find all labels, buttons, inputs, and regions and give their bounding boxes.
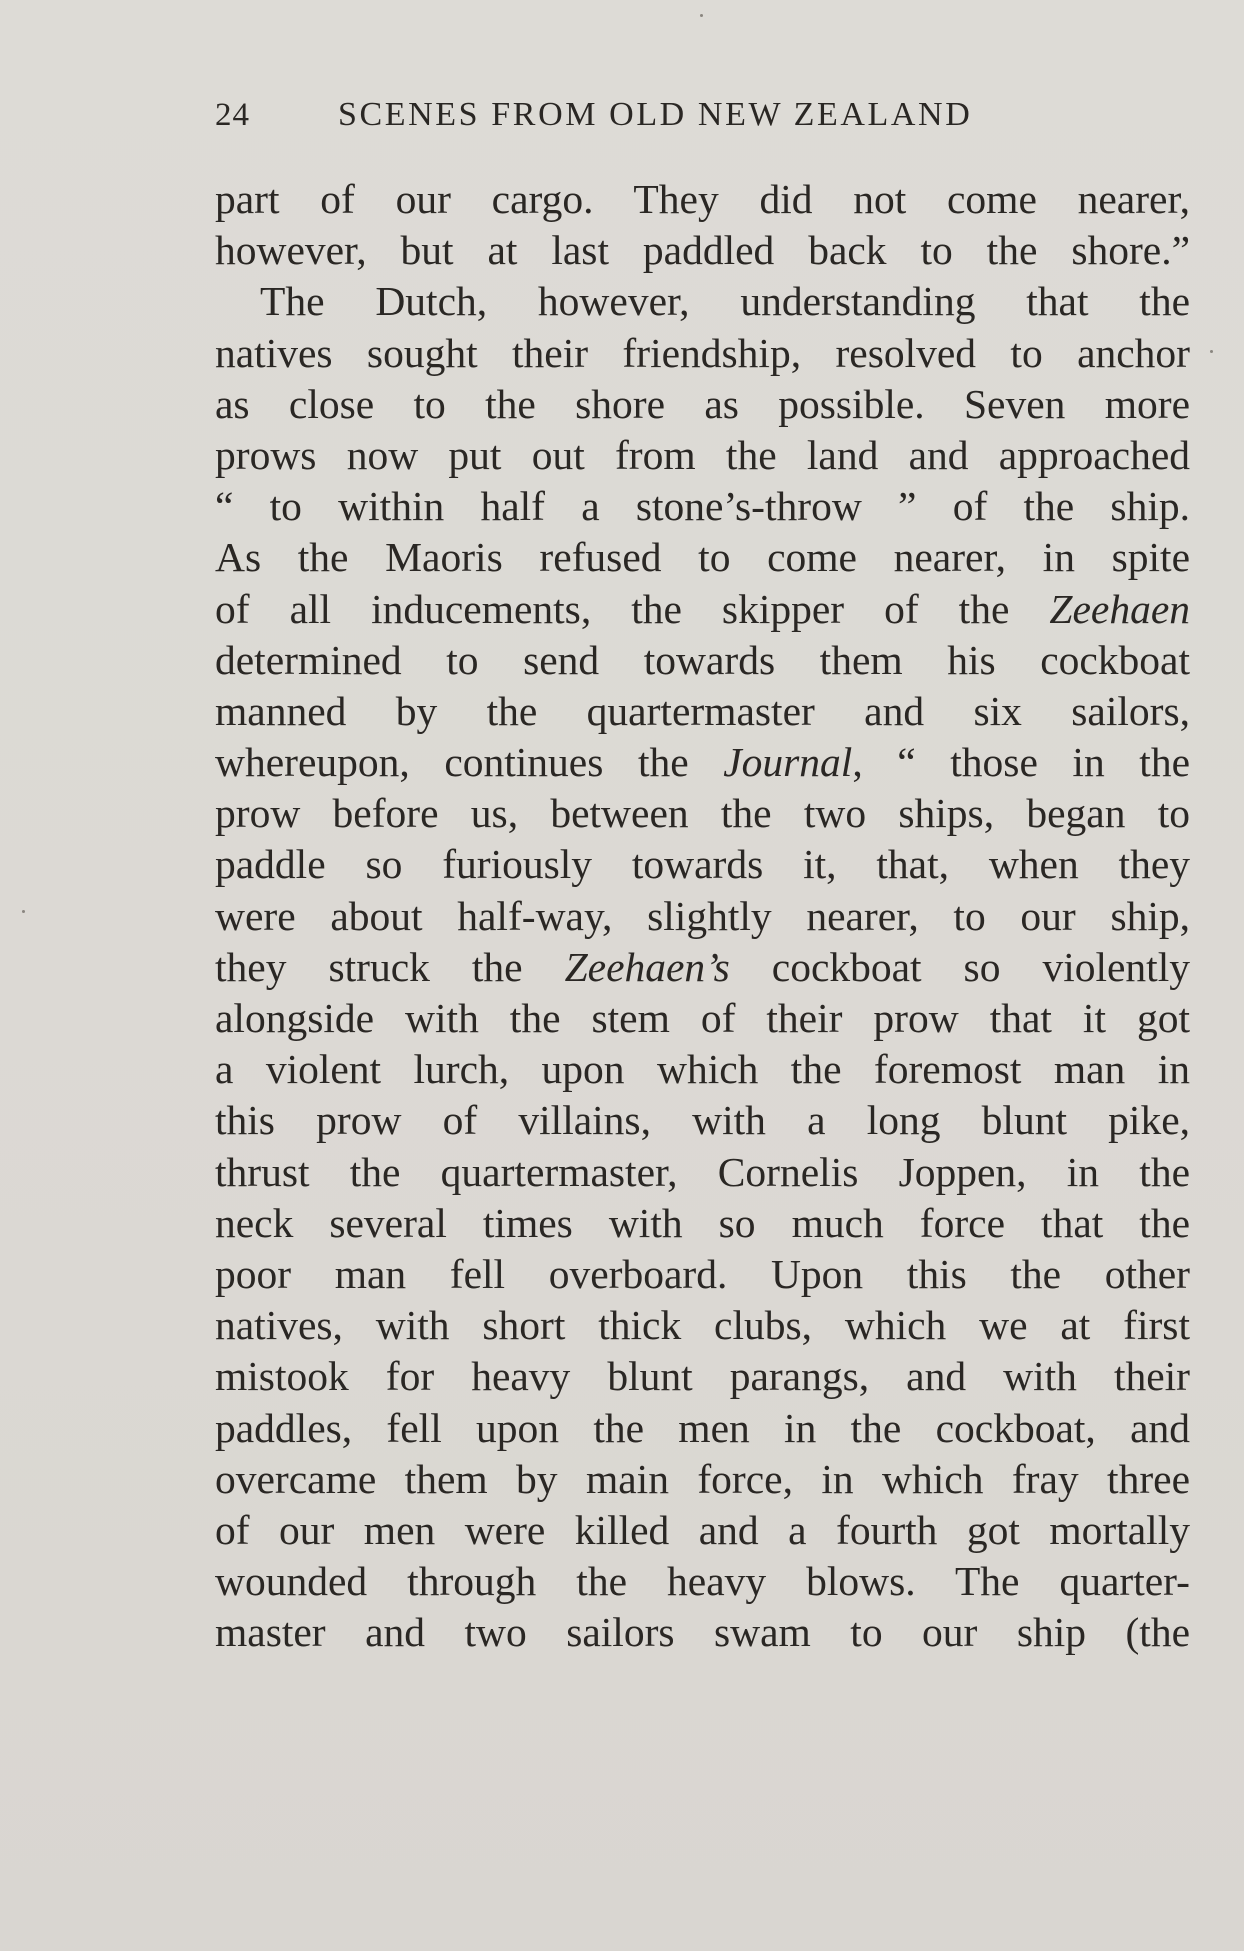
- text-line: paddles, fell upon the men in the cockboat, and: [215, 1404, 1190, 1451]
- text-line: wounded through the heavy blows. The quarter-: [215, 1558, 1190, 1605]
- paper-speck: [1210, 350, 1213, 353]
- text-line: however, but at last paddled back to the shore.”: [215, 227, 1190, 274]
- text-line: alongside with the stem of their prow that it got: [215, 995, 1190, 1041]
- paragraph-first-line: The Dutch, however, understanding that the: [260, 278, 1190, 325]
- text-line: this prow of villains, with a long blunt pike,: [215, 1097, 1190, 1144]
- italic-title: Journal: [723, 739, 853, 786]
- text-line: neck several times with so much force that the: [215, 1199, 1190, 1246]
- text-line: prows now put out from the land and approached: [215, 431, 1190, 478]
- text-line: natives, with short thick clubs, which we at first: [215, 1302, 1190, 1349]
- text-line: poor man fell overboard. Upon this the other: [215, 1250, 1190, 1297]
- text-line: “ to within half a stone’s-throw ” of the ship.: [215, 483, 1190, 530]
- running-header: [215, 96, 1055, 140]
- text-line: overcame them by main force, in which fray three: [215, 1455, 1190, 1502]
- text-line: thrust the quartermaster, Cornelis Joppen, in the: [215, 1148, 1190, 1195]
- running-title: SCENES FROM OLD NEW ZEALAND: [338, 96, 973, 133]
- text-line: prow before us, between the two ships, began to: [215, 790, 1190, 837]
- body-text: [215, 174, 1190, 1658]
- text-line: part of our cargo. They did not come nearer,: [215, 176, 1190, 222]
- text-line: of all inducements, the skipper of the Zeehaen: [215, 585, 1190, 632]
- text-line: of our men were killed and a fourth got mortally: [215, 1506, 1190, 1553]
- text-line: mistook for heavy blunt parangs, and with their: [215, 1353, 1190, 1400]
- paper-speck: [22, 910, 25, 913]
- text-line: were about half-way, slightly nearer, to our ship,: [215, 892, 1190, 939]
- text-line: master and two sailors swam to our ship (the: [215, 1609, 1190, 1656]
- text-line: As the Maoris refused to come nearer, in spite: [215, 534, 1190, 581]
- text-line: paddle so furiously towards it, that, when they: [215, 841, 1190, 888]
- text-line: they struck the Zeehaen’s cockboat so violently: [215, 943, 1190, 990]
- paper-speck: [700, 14, 703, 17]
- text-line: natives sought their friendship, resolved to anchor: [215, 329, 1190, 376]
- text-line: a violent lurch, upon which the foremost man in: [215, 1046, 1190, 1093]
- text-line: determined to send towards them his cockboat: [215, 636, 1190, 683]
- italic-title: Zeehaen’s: [564, 943, 730, 990]
- text-line: manned by the quartermaster and six sailors,: [215, 687, 1190, 734]
- text-line: whereupon, continues the Journal, “ those in the: [215, 739, 1190, 786]
- italic-title: Zeehaen: [1049, 585, 1190, 632]
- text-line: as close to the shore as possible. Seven more: [215, 380, 1190, 427]
- page-number: 24: [215, 97, 250, 133]
